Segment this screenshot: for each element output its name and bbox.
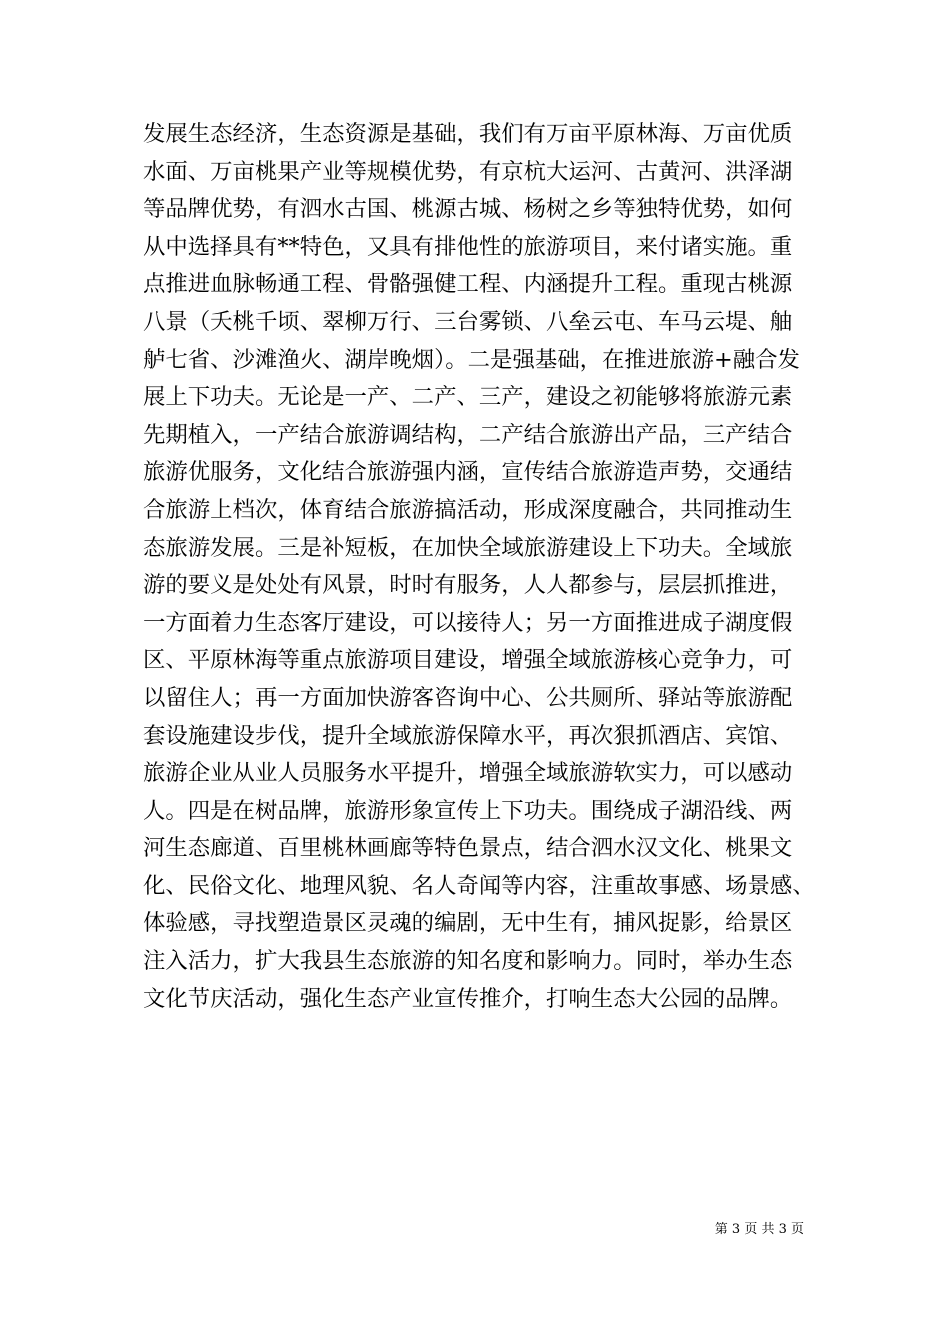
text-line: 先期植入，一产结合旅游调结构，二产结合旅游出产品，三产结合: [143, 421, 793, 448]
text-line: 舻七省、沙滩渔火、湖岸晚烟）。二是强基础，在推进旅游+融合发: [143, 346, 800, 373]
text-line: 旅游优服务，文化结合旅游强内涵，宣传结合旅游造声势，交通结: [143, 459, 793, 486]
text-line: 套设施建设步伐，提升全域旅游保障水平，再次狠抓酒店、宾馆、: [143, 722, 793, 749]
text-line: 点推进血脉畅通工程、骨骼强健工程、内涵提升工程。重现古桃源: [143, 271, 793, 298]
text-line: 以留住人；再一方面加快游客咨询中心、公共厕所、驿站等旅游配: [143, 684, 793, 711]
text-line: 等品牌优势，有泗水古国、桃源古城、杨树之乡等独特优势，如何: [143, 196, 793, 223]
text-line: 展上下功夫。无论是一产、二产、三产，建设之初能够将旅游元素: [143, 384, 793, 411]
text-line: 一方面着力生态客厅建设，可以接待人；另一方面推进成子湖度假: [143, 609, 793, 636]
body-paragraph: [143, 116, 813, 1018]
text-line: 八景（夭桃千顷、翠柳万行、三台雾锁、八垒云屯、车马云堤、舳: [143, 308, 793, 335]
text-line: 合旅游上档次，体育结合旅游搞活动，形成深度融合，共同推动生: [143, 496, 793, 523]
text-line: 游的要义是处处有风景，时时有服务，人人都参与，层层抓推进，: [143, 572, 793, 599]
page-number: 第 3 页 共 3 页: [714, 1222, 804, 1237]
text-line: 注入活力，扩大我县生态旅游的知名度和影响力。同时，举办生态: [143, 948, 793, 975]
text-line: 水面、万亩桃果产业等规模优势，有京杭大运河、古黄河、洪泽湖: [143, 158, 793, 185]
text-line: 区、平原林海等重点旅游项目建设，增强全域旅游核心竞争力，可: [143, 647, 793, 674]
text-line: 体验感，寻找塑造景区灵魂的编剧，无中生有，捕风捉影，给景区: [143, 910, 793, 937]
text-line: 态旅游发展。三是补短板，在加快全域旅游建设上下功夫。全域旅: [143, 534, 793, 561]
text-line: 人。四是在树品牌，旅游形象宣传上下功夫。围绕成子湖沿线、两: [143, 797, 793, 824]
text-line: 河生态廊道、百里桃林画廊等特色景点，结合泗水汉文化、桃果文: [143, 835, 793, 862]
text-line: 从中选择具有**特色，又具有排他性的旅游项目，来付诸实施。重: [143, 233, 793, 260]
text-line: 文化节庆活动，强化生态产业宣传推介，打响生态大公园的品牌。: [143, 985, 793, 1012]
text-line: 旅游企业从业人员服务水平提升，增强全域旅游软实力，可以感动: [143, 760, 793, 787]
text-line: 化、民俗文化、地理风貌、名人奇闻等内容，注重故事感、场景感、: [143, 872, 815, 899]
text-line: 发展生态经济，生态资源是基础，我们有万亩平原林海、万亩优质: [143, 121, 793, 147]
